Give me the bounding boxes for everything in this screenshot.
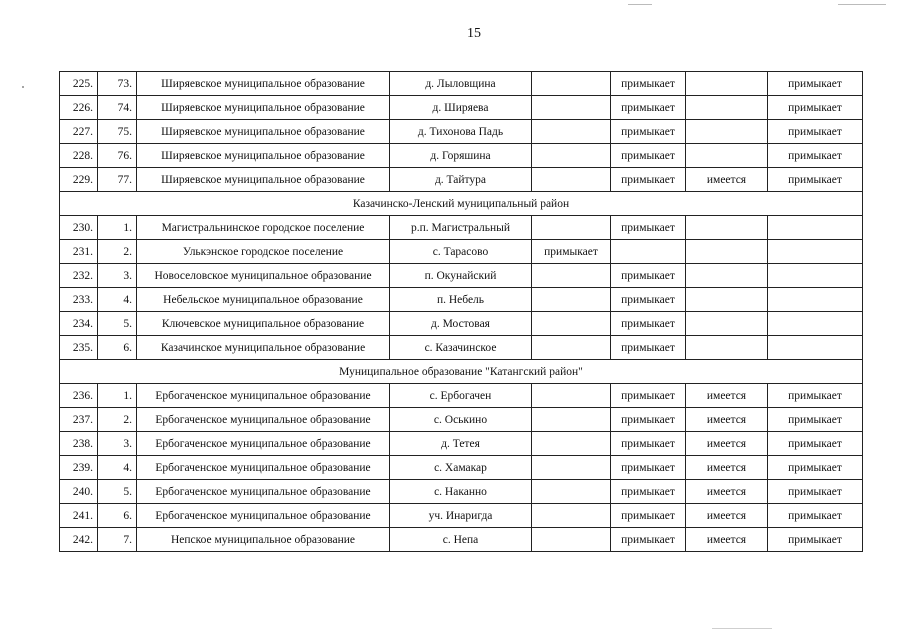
settlement-name: с. Ербогачен [390, 384, 532, 408]
row-local-number: 4. [98, 456, 137, 480]
municipality-name: Непское муниципальное образование [137, 528, 390, 552]
column-7-value [686, 72, 768, 96]
row-global-number: 235. [60, 336, 98, 360]
settlement-name: д. Мостовая [390, 312, 532, 336]
row-local-number: 2. [98, 408, 137, 432]
settlement-name: д. Тайтура [390, 168, 532, 192]
row-local-number: 75. [98, 120, 137, 144]
section-header-row [60, 360, 863, 384]
table-row [60, 384, 863, 408]
municipality-name: Ербогаченское муниципальное образование [137, 504, 390, 528]
settlement-name: р.п. Магистральный [390, 216, 532, 240]
settlement-name: д. Тихонова Падь [390, 120, 532, 144]
municipality-name: Ширяевское муниципальное образование [137, 144, 390, 168]
column-6-value [611, 240, 686, 264]
column-8-value: примыкает [768, 408, 863, 432]
column-7-value [686, 216, 768, 240]
column-8-value: примыкает [768, 120, 863, 144]
row-global-number: 233. [60, 288, 98, 312]
column-6-value: примыкает [611, 168, 686, 192]
column-7-value [686, 120, 768, 144]
table-row [60, 528, 863, 552]
column-6-value: примыкает [611, 408, 686, 432]
column-7-value: имеется [686, 384, 768, 408]
column-8-value [768, 312, 863, 336]
column-6-value: примыкает [611, 96, 686, 120]
scan-artifact-line [712, 628, 772, 629]
column-5-value [532, 120, 611, 144]
section-title: Муниципальное образование "Катангский район" [60, 360, 863, 384]
table-row [60, 96, 863, 120]
table-row [60, 288, 863, 312]
column-5-value [532, 312, 611, 336]
column-7-value: имеется [686, 168, 768, 192]
row-local-number: 76. [98, 144, 137, 168]
column-6-value: примыкает [611, 528, 686, 552]
column-8-value: примыкает [768, 168, 863, 192]
column-5-value [532, 480, 611, 504]
row-local-number: 74. [98, 96, 137, 120]
row-local-number: 1. [98, 216, 137, 240]
municipality-name: Ширяевское муниципальное образование [137, 168, 390, 192]
column-5-value: примыкает [532, 240, 611, 264]
settlements-table [59, 71, 863, 552]
column-5-value [532, 504, 611, 528]
table-row [60, 240, 863, 264]
column-8-value: примыкает [768, 504, 863, 528]
column-7-value: имеется [686, 480, 768, 504]
column-5-value [532, 336, 611, 360]
table-row [60, 408, 863, 432]
column-6-value: примыкает [611, 120, 686, 144]
row-local-number: 3. [98, 432, 137, 456]
settlement-name: д. Лыловщина [390, 72, 532, 96]
municipality-name: Ербогаченское муниципальное образование [137, 456, 390, 480]
scan-artifact-line [628, 4, 652, 5]
column-6-value: примыкает [611, 480, 686, 504]
table-row [60, 144, 863, 168]
column-7-value: имеется [686, 456, 768, 480]
row-global-number: 226. [60, 96, 98, 120]
row-global-number: 241. [60, 504, 98, 528]
row-local-number: 6. [98, 336, 137, 360]
row-local-number: 6. [98, 504, 137, 528]
table-row [60, 480, 863, 504]
column-7-value [686, 96, 768, 120]
column-5-value [532, 528, 611, 552]
row-global-number: 236. [60, 384, 98, 408]
column-6-value: примыкает [611, 216, 686, 240]
row-global-number: 229. [60, 168, 98, 192]
column-8-value [768, 288, 863, 312]
column-5-value [532, 456, 611, 480]
column-7-value [686, 336, 768, 360]
column-7-value [686, 240, 768, 264]
column-6-value: примыкает [611, 144, 686, 168]
table-body [60, 72, 863, 552]
column-6-value: примыкает [611, 456, 686, 480]
settlement-name: с. Хамакар [390, 456, 532, 480]
column-8-value: примыкает [768, 144, 863, 168]
row-global-number: 232. [60, 264, 98, 288]
municipality-name: Ербогаченское муниципальное образование [137, 432, 390, 456]
column-6-value: примыкает [611, 264, 686, 288]
column-6-value: примыкает [611, 384, 686, 408]
section-header-row [60, 192, 863, 216]
column-7-value: имеется [686, 408, 768, 432]
settlement-name: п. Небель [390, 288, 532, 312]
column-7-value [686, 144, 768, 168]
column-6-value: примыкает [611, 72, 686, 96]
municipality-name: Ербогаченское муниципальное образование [137, 384, 390, 408]
municipality-name: Ширяевское муниципальное образование [137, 96, 390, 120]
column-7-value [686, 312, 768, 336]
column-7-value: имеется [686, 432, 768, 456]
table-row [60, 432, 863, 456]
municipality-name: Улькэнское городское поселение [137, 240, 390, 264]
municipality-name: Казачинское муниципальное образование [137, 336, 390, 360]
settlement-name: д. Ширяева [390, 96, 532, 120]
table-row [60, 336, 863, 360]
row-global-number: 231. [60, 240, 98, 264]
settlement-name: с. Непа [390, 528, 532, 552]
row-local-number: 3. [98, 264, 137, 288]
row-local-number: 77. [98, 168, 137, 192]
column-5-value [532, 288, 611, 312]
row-global-number: 239. [60, 456, 98, 480]
scan-artifact-line [838, 4, 886, 5]
row-local-number: 73. [98, 72, 137, 96]
table-row [60, 216, 863, 240]
row-local-number: 1. [98, 384, 137, 408]
table-row [60, 120, 863, 144]
column-5-value [532, 216, 611, 240]
column-8-value: примыкает [768, 72, 863, 96]
settlement-name: д. Тетея [390, 432, 532, 456]
column-8-value [768, 336, 863, 360]
settlement-name: уч. Инаригда [390, 504, 532, 528]
column-6-value: примыкает [611, 432, 686, 456]
column-7-value [686, 288, 768, 312]
table-row [60, 72, 863, 96]
row-global-number: 225. [60, 72, 98, 96]
column-5-value [532, 96, 611, 120]
column-6-value: примыкает [611, 312, 686, 336]
section-title: Казачинско-Ленский муниципальный район [60, 192, 863, 216]
settlement-name: с. Оськино [390, 408, 532, 432]
municipality-name: Ширяевское муниципальное образование [137, 72, 390, 96]
settlement-name: с. Наканно [390, 480, 532, 504]
row-local-number: 5. [98, 480, 137, 504]
column-8-value [768, 264, 863, 288]
column-8-value: примыкает [768, 432, 863, 456]
column-7-value [686, 264, 768, 288]
row-global-number: 227. [60, 120, 98, 144]
municipality-name: Ширяевское муниципальное образование [137, 120, 390, 144]
column-5-value [532, 264, 611, 288]
table-row [60, 168, 863, 192]
row-global-number: 234. [60, 312, 98, 336]
municipality-name: Новоселовское муниципальное образование [137, 264, 390, 288]
settlement-name: д. Горяшина [390, 144, 532, 168]
settlement-name: п. Окунайский [390, 264, 532, 288]
settlement-name: с. Тарасово [390, 240, 532, 264]
settlement-name: с. Казачинское [390, 336, 532, 360]
row-global-number: 238. [60, 432, 98, 456]
column-6-value: примыкает [611, 504, 686, 528]
column-8-value: примыкает [768, 96, 863, 120]
column-6-value: примыкает [611, 336, 686, 360]
column-5-value [532, 384, 611, 408]
municipality-name: Ербогаченское муниципальное образование [137, 408, 390, 432]
municipality-name: Ербогаченское муниципальное образование [137, 480, 390, 504]
row-global-number: 240. [60, 480, 98, 504]
municipality-name: Небельское муниципальное образование [137, 288, 390, 312]
row-local-number: 5. [98, 312, 137, 336]
row-local-number: 2. [98, 240, 137, 264]
column-8-value: примыкает [768, 384, 863, 408]
column-7-value: имеется [686, 528, 768, 552]
table-row [60, 264, 863, 288]
row-local-number: 4. [98, 288, 137, 312]
column-7-value: имеется [686, 504, 768, 528]
table-row [60, 456, 863, 480]
column-8-value [768, 216, 863, 240]
column-6-value: примыкает [611, 288, 686, 312]
column-5-value [532, 168, 611, 192]
table-row [60, 312, 863, 336]
row-global-number: 230. [60, 216, 98, 240]
row-local-number: 7. [98, 528, 137, 552]
page-number: 15 [467, 26, 481, 41]
column-8-value: примыкает [768, 480, 863, 504]
column-5-value [532, 144, 611, 168]
scan-artifact-dot [22, 86, 24, 88]
column-5-value [532, 408, 611, 432]
row-global-number: 242. [60, 528, 98, 552]
column-5-value [532, 72, 611, 96]
column-5-value [532, 432, 611, 456]
municipality-name: Ключевское муниципальное образование [137, 312, 390, 336]
table-row [60, 504, 863, 528]
column-8-value: примыкает [768, 456, 863, 480]
row-global-number: 237. [60, 408, 98, 432]
column-8-value [768, 240, 863, 264]
municipality-name: Магистральнинское городское поселение [137, 216, 390, 240]
column-8-value: примыкает [768, 528, 863, 552]
row-global-number: 228. [60, 144, 98, 168]
